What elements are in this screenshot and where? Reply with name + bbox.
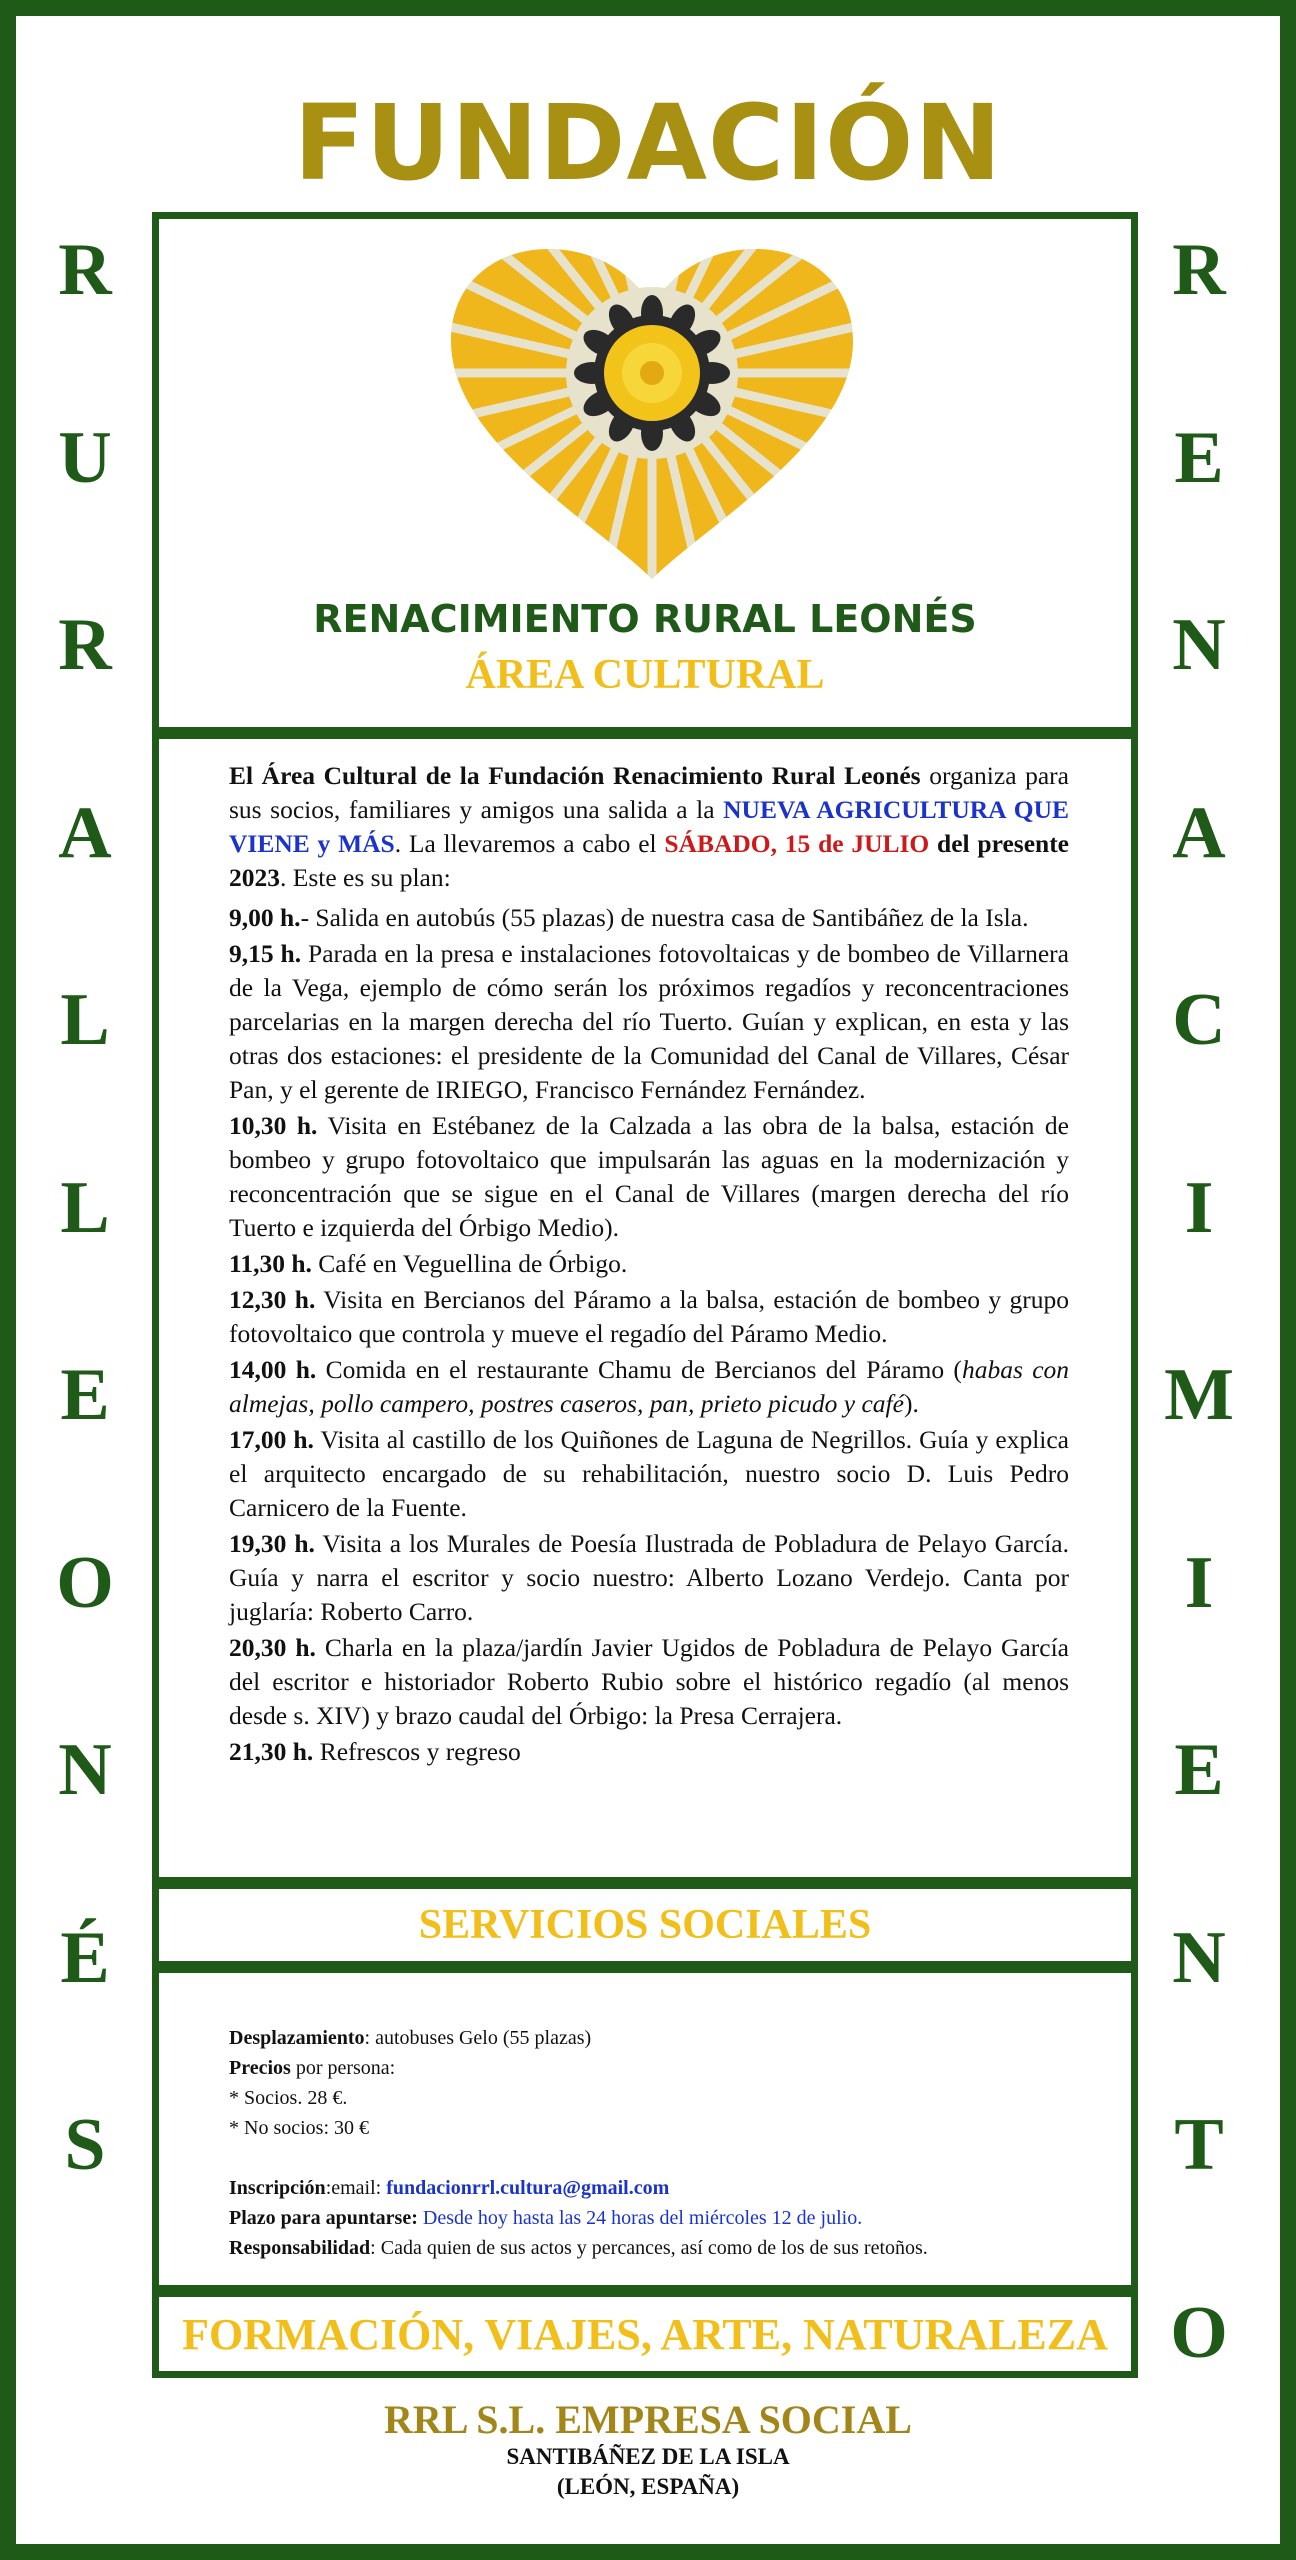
- price-non-members: * No socios: 30 €: [229, 2117, 369, 2139]
- schedule-time: 10,30 h.: [229, 1111, 318, 1140]
- left-vertical-word: [10, 230, 160, 2293]
- schedule-text: Parada en la presa e instalaciones fotovoltaicas y de bombeo de Villarnera de la Vega, ejemplo de cómo serán los próximos regadíos y reconcentraciones parcelarias en la margen derecha del río Tuerto. Guían y explican, en esta y las otras dos estaciones: el presidente de la Comunidad del Canal de Villares, César Pan, y el gerente de IRIEGO, Francisco Fernández Fernández.: [229, 939, 1069, 1104]
- deadline-line: [229, 2203, 1089, 2233]
- schedule-text: Visita a los Murales de Poesía Ilustrada de Pobladura de Pelayo García. Guía y narra el escritor y socio nuestro: Alberto Lozano Verdejo. Canta por juglaría: Roberto Carro.: [229, 1529, 1069, 1626]
- program-panel: [152, 732, 1138, 1884]
- left-letter: E: [60, 1354, 110, 1436]
- schedule-menu: habas con almejas, pollo campero, postres caseros, pan, prieto picudo y café: [229, 1355, 1070, 1418]
- left-letter: U: [58, 416, 112, 499]
- left-letter: N: [58, 1729, 112, 1811]
- intro-text-3: . Este es su plan:: [280, 863, 451, 892]
- right-letter: N: [1172, 604, 1226, 686]
- schedule-time: 14,00 h.: [229, 1355, 317, 1384]
- area-title: ÁREA CULTURAL: [465, 652, 825, 698]
- bottom-band: [152, 2290, 1138, 2378]
- email-link[interactable]: fundacionrrl.cultura@gmail.com: [386, 2177, 670, 2199]
- services-band-title: SERVICIOS SOCIALES: [418, 1902, 872, 1948]
- transport-text: : autobuses Gelo (55 plazas): [364, 2027, 592, 2049]
- schedule-text: Visita en Bercianos del Páramo a la balsa, estación de bombeo y grupo fotovoltaico que controla y mueve el regadío del Páramo Medio.: [229, 1285, 1070, 1348]
- trip-year: del presente 2023: [229, 829, 1070, 892]
- left-letter: A: [58, 791, 112, 874]
- prices-line: [229, 2053, 1089, 2083]
- left-letter: R: [58, 604, 112, 686]
- transport-label: Desplazamiento: [229, 2027, 365, 2049]
- right-letter: O: [1170, 2291, 1228, 2374]
- logo-panel: [152, 212, 1138, 734]
- responsibility-text: : Cada quien de sus actos y percances, así como de los de sus retoños.: [370, 2237, 928, 2259]
- sun-heart-icon: [443, 241, 861, 585]
- right-letter: I: [1184, 1166, 1214, 1249]
- program-text: [229, 759, 1069, 1771]
- deadline-label: Plazo para apuntarse:: [229, 2207, 418, 2229]
- schedule-item: [229, 1423, 1069, 1525]
- schedule-item: [229, 1735, 1069, 1769]
- transport-line: [229, 2023, 1089, 2053]
- services-details: [229, 2023, 1089, 2263]
- right-letter: C: [1172, 979, 1226, 1061]
- intro-text-2: . La llevaremos a cabo el: [394, 829, 665, 858]
- right-letter: I: [1184, 1541, 1214, 1624]
- schedule-text: Visita al castillo de los Quiñones de Laguna de Negrillos. Guía y explica el arquitecto encargado de su rehabilitación, nuestro socio D. Luis Pedro Carnicero de la Fuente.: [229, 1425, 1070, 1522]
- schedule-list: [229, 901, 1069, 1769]
- prices-text: por persona:: [290, 2057, 396, 2079]
- schedule-item: [229, 1283, 1069, 1351]
- left-letter: É: [60, 1916, 110, 1999]
- responsibility-label: Responsabilidad: [229, 2237, 371, 2259]
- schedule-text: Charla en la plaza/jardín Javier Ugidos de Pobladura de Pelayo García del escritor e historiador Roberto Rubio sobre el histórico regadío (al menos desde s. XIV) y brazo caudal del Órbigo: la Presa Cerrajera.: [229, 1633, 1069, 1730]
- schedule-time: 9,00 h.: [229, 903, 301, 932]
- schedule-time: 11,30 h.: [229, 1249, 312, 1278]
- schedule-text: Comida en el restaurante Chamu de Bercianos del Páramo (: [316, 1355, 962, 1384]
- left-letter: R: [58, 229, 112, 311]
- trip-title: NUEVA AGRICULTURA QUE VIENE y MÁS: [229, 795, 1069, 858]
- schedule-item: [229, 1247, 1069, 1281]
- right-letter: E: [1174, 416, 1224, 499]
- schedule-item: [229, 1527, 1069, 1629]
- deadline-text: Desde hoy hasta las 24 horas del miércoles 12 de julio.: [417, 2207, 863, 2229]
- responsibility-line: [229, 2233, 1089, 2263]
- right-letter: N: [1172, 1916, 1226, 1999]
- company-name: RRL S.L. EMPRESA SOCIAL: [384, 2397, 912, 2442]
- right-vertical-word: [1124, 230, 1274, 2480]
- spacer: [229, 2143, 1089, 2173]
- intro-paragraph: [229, 759, 1069, 895]
- schedule-tail: ).: [903, 1389, 919, 1418]
- company-town: SANTIBÁÑEZ DE LA ISLA: [506, 2444, 790, 2469]
- right-letter: E: [1174, 1729, 1224, 1811]
- right-letter: A: [1172, 791, 1226, 874]
- left-letter: S: [64, 2104, 106, 2186]
- prices-label: Precios: [229, 2057, 291, 2079]
- schedule-text: Visita en Estébanez de la Calzada a las obra de la balsa, estación de bombeo y grupo fotovoltaico que impulsarán las aguas en la modernización y reconcentración que se sigue en el Canal de Villares (margen derecha del río Tuerto e izquierda del Órbigo Medio).: [229, 1111, 1069, 1242]
- schedule-time: 12,30 h.: [229, 1285, 316, 1314]
- left-letter: L: [60, 1166, 110, 1249]
- services-panel: [152, 1966, 1138, 2292]
- schedule-text: Café en Veguellina de Órbigo.: [311, 1249, 628, 1278]
- foundation-name: RENACIMIENTO RURAL LEONÉS: [313, 597, 977, 641]
- inscription-line: [229, 2173, 1089, 2203]
- schedule-time: 17,00 h.: [229, 1425, 314, 1454]
- schedule-time: 21,30 h.: [229, 1737, 314, 1766]
- schedule-item: [229, 937, 1069, 1107]
- left-letter: L: [60, 979, 110, 1061]
- price-members: * Socios. 28 €.: [229, 2087, 348, 2109]
- intro-lead: El Área Cultural de la Fundación Renacimiento Rural Leonés: [229, 761, 921, 790]
- schedule-item: [229, 1353, 1069, 1421]
- company-address: [0, 2442, 1296, 2502]
- services-band: [152, 1882, 1138, 1968]
- right-letter: T: [1174, 2104, 1224, 2186]
- right-letter: M: [1164, 1354, 1234, 1436]
- schedule-time: 9,15 h.: [229, 939, 302, 968]
- intro-text: organiza para sus socios, familiares y amigos una salida a la: [229, 761, 1069, 824]
- schedule-item: [229, 1631, 1069, 1733]
- inscription-text: :email:: [325, 2177, 387, 2199]
- left-letter: O: [56, 1541, 114, 1624]
- schedule-time: 19,30 h.: [229, 1529, 315, 1558]
- trip-date: SÁBADO, 15 de JULIO: [664, 829, 930, 858]
- schedule-text: - Salida en autobús (55 plazas) de nuestra casa de Santibáñez de la Isla.: [300, 903, 1029, 932]
- bottom-band-title: FORMACIÓN, VIAJES, ARTE, NATURALEZA: [182, 2309, 1108, 2359]
- schedule-item: [229, 901, 1069, 935]
- page-title: FUNDACIÓN: [293, 82, 1003, 204]
- schedule-text: Refrescos y regreso: [313, 1737, 521, 1766]
- schedule-item: [229, 1109, 1069, 1245]
- right-letter: R: [1172, 229, 1226, 311]
- company-region: (LEÓN, ESPAÑA): [556, 2474, 740, 2499]
- schedule-time: 20,30 h.: [229, 1633, 316, 1662]
- inscription-label: Inscripción: [229, 2177, 326, 2199]
